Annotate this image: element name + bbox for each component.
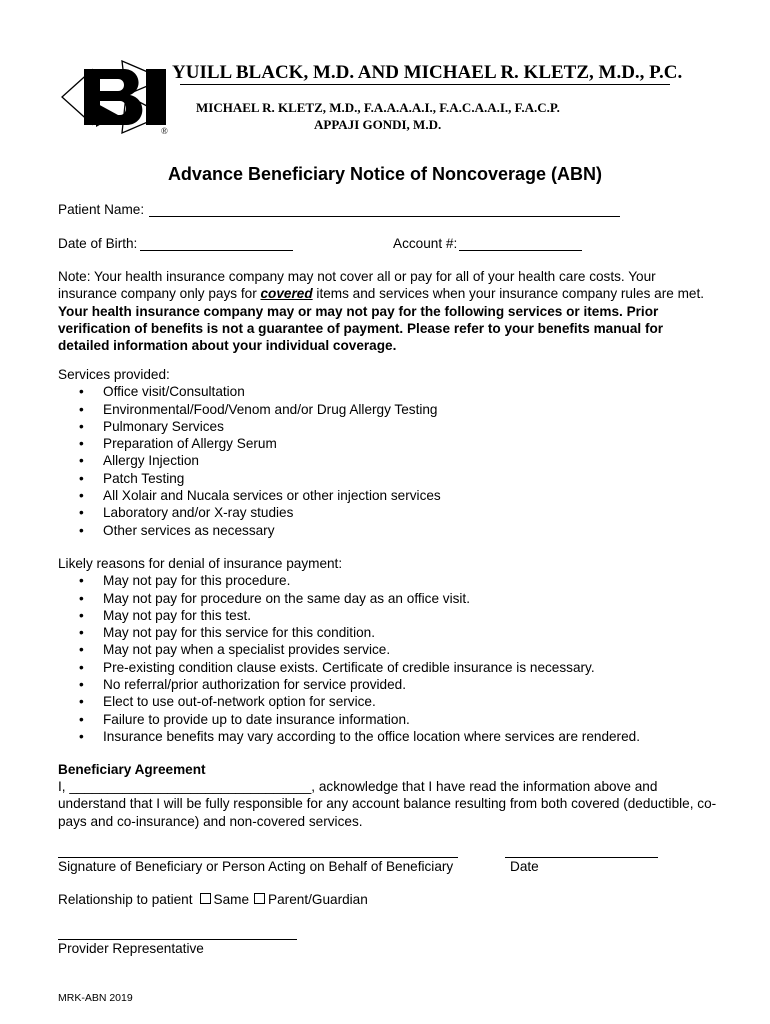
note-paragraph [58, 268, 718, 354]
note-text-1: Note: Your health insurance company may not cover all or pay for all of your health care costs. Your insurance company only pays for [58, 269, 656, 302]
services-section [58, 366, 441, 539]
date-label: Date [510, 859, 539, 874]
agreement-rest: understand that I will be fully responsible for any account balance resulting from both covered (deductible, co-pays and co-insurance) and non-covered services. [58, 796, 717, 829]
denial-item: • May not pay when a specialist provides service. [58, 641, 640, 658]
denial-item: • May not pay for this procedure. [58, 572, 640, 589]
denial-item: • Elect to use out-of-network option for service. [58, 693, 640, 710]
note-emphasis: covered [260, 286, 313, 302]
service-item: • Other services as necessary [58, 522, 441, 539]
denial-item: • May not pay for procedure on the same day as an office visit. [58, 590, 640, 607]
service-item: • Pulmonary Services [58, 418, 441, 435]
dob-label: Date of Birth: [58, 236, 138, 251]
same-checkbox[interactable] [200, 893, 211, 904]
form-code: MRK-ABN 2019 [58, 992, 133, 1004]
parent-guardian-checkbox[interactable] [254, 893, 265, 904]
service-item: • All Xolair and Nucala services or other injection services [58, 487, 441, 504]
header-rule [180, 84, 670, 85]
patient-name-field[interactable] [149, 216, 620, 217]
services-list [58, 383, 441, 539]
service-item: • Patch Testing [58, 470, 441, 487]
doctors-line: MICHAEL R. KLETZ, M.D., F.A.A.A.A.I., F.A.C.A.A.I., F.A.C.P. [196, 100, 560, 115]
service-item: • Office visit/Consultation [58, 383, 441, 400]
service-item: • Laboratory and/or X-ray studies [58, 504, 441, 521]
services-heading: Services provided: [58, 367, 170, 382]
denial-item: • No referral/prior authorization for service provided. [58, 676, 640, 693]
doctor2-line: APPAJI GONDI, M.D. [314, 117, 442, 132]
note-text-2: items and services when your insurance company rules are met. [312, 286, 705, 302]
registered-mark: ® [161, 126, 168, 136]
same-option-label: Same [213, 892, 250, 907]
patient-name-label: Patient Name: [58, 202, 145, 217]
provider-signature-line[interactable] [58, 939, 297, 940]
practice-logo [60, 55, 185, 137]
agreement-heading: Beneficiary Agreement [58, 762, 206, 777]
agreement-name-blank[interactable]: ________________________________ [69, 779, 312, 794]
service-item: • Preparation of Allergy Serum [58, 435, 441, 452]
agreement-paragraph [58, 778, 718, 830]
agreement-suffix: , acknowledge that I have read the information above and [311, 779, 658, 794]
date-signature-line[interactable] [505, 857, 658, 858]
denial-list [58, 572, 640, 745]
denial-heading: Likely reasons for denial of insurance payment: [58, 556, 343, 571]
account-label: Account #: [393, 236, 458, 251]
relationship-row [58, 892, 368, 907]
beneficiary-signature-label: Signature of Beneficiary or Person Acting on Behalf of Beneficiary [58, 859, 454, 874]
denial-item: • Insurance benefits may vary according to the office location where services are rendered. [58, 728, 640, 745]
document-title: Advance Beneficiary Notice of Noncoverage (ABN) [167, 164, 603, 184]
dob-field[interactable] [140, 250, 293, 251]
denial-item: • May not pay for this service for this condition. [58, 624, 640, 641]
account-field[interactable] [459, 250, 582, 251]
service-item: • Allergy Injection [58, 452, 441, 469]
denial-item: • Failure to provide up to date insurance information. [58, 711, 640, 728]
parent-guardian-option-label: Parent/Guardian [268, 892, 368, 907]
service-item: • Environmental/Food/Venom and/or Drug Allergy Testing [58, 401, 441, 418]
denial-item: • May not pay for this test. [58, 607, 640, 624]
practice-name: YUILL BLACK, M.D. AND MICHAEL R. KLETZ, M.D., P.C. [172, 62, 683, 83]
provider-label: Provider Representative [58, 941, 204, 956]
relationship-label: Relationship to patient [58, 892, 193, 907]
beneficiary-signature-line[interactable] [58, 857, 458, 858]
denial-item: • Pre-existing condition clause exists. Certificate of credible insurance is necessary. [58, 659, 640, 676]
patient-name-row [58, 202, 144, 217]
note-bold-text: Your health insurance company may or may not pay for the following services or items. Prior verification of benefits is not a guarantee of payment. Please refer to your benefits manual for detailed information about your individual coverage. [58, 303, 664, 354]
agreement-prefix: I, [58, 779, 70, 794]
denial-section [58, 555, 640, 745]
